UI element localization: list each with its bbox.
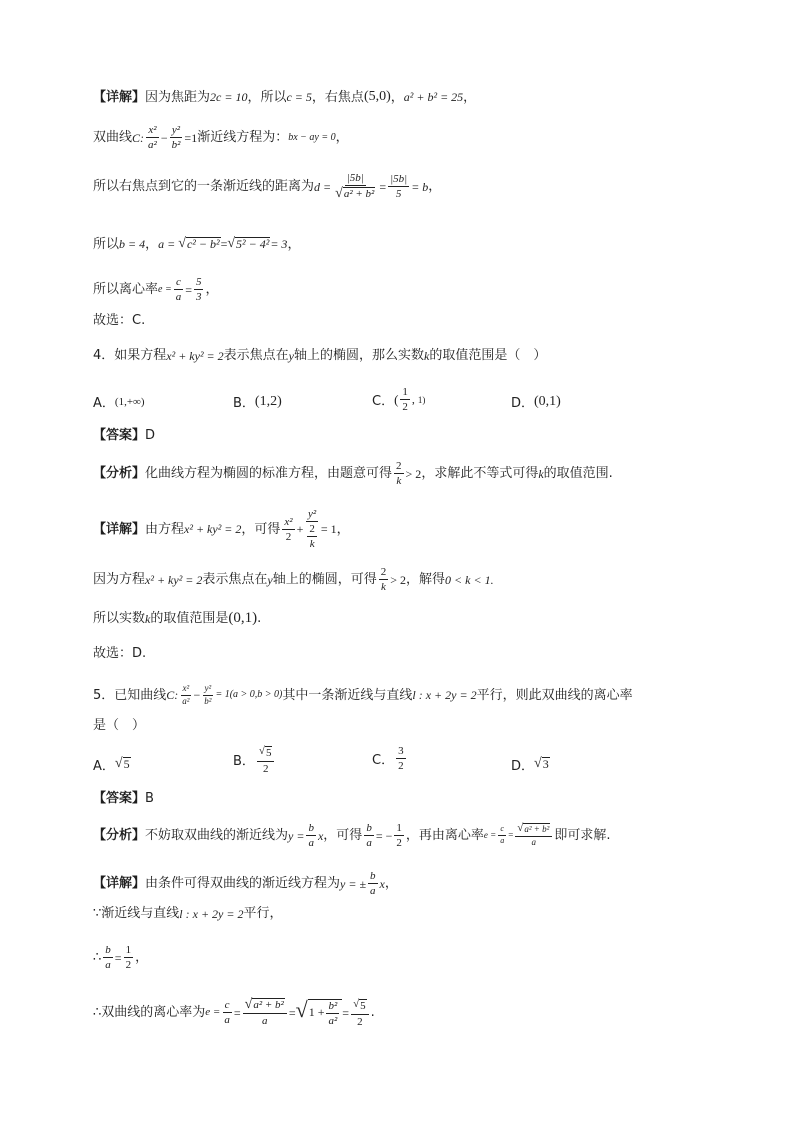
q5-answer: 【答案】 B: [93, 791, 154, 806]
fraction: $\frac{1}{2}$: [402, 386, 408, 414]
fraction: $\frac{2}{k}$: [396, 460, 402, 488]
q4-option-a[interactable]: A． (1,+∞): [93, 395, 145, 411]
q5-stem-line2: 是（ ）: [93, 718, 146, 733]
fraction: √ a² + b² a: [243, 998, 287, 1027]
q4-detail-line2: 因为方程 x² + ky² = 2 表示焦点在 y 轴上的椭圆，可得 $\frac{2}{k}$ > 2 ，解得 0 < k < 1.: [93, 566, 494, 594]
q4-option-d[interactable]: D． (0,1): [511, 393, 561, 411]
q5-stem: 5．已知曲线 C: $\frac{\text{x²}}{\text{a²}}$ − $\frac{\text{y²}}{\text{b²}}$ = 1(a > 0,b > 0) 其中一条渐近线与直线 l : x + 2y = 2 平行，则此双曲线的离心率: [93, 683, 633, 706]
fraction: |5b| √ a² + b²: [335, 172, 375, 202]
p3-detail-line4: 所以 b = 4 ， a = √ c² − b² = √ 5² − 4² = 3 ，: [93, 236, 301, 252]
p3-detail-line5: 所以离心率 e = $\frac{c}{a}$ = $\frac{5}{3}$ ，: [93, 276, 219, 304]
fraction: $\frac{c}{a}$: [175, 276, 182, 304]
fraction: $\frac{\text{y²}}{\text{b²}}$: [204, 683, 212, 706]
fraction: $\frac{\text{y²}}{\frac{2}{k}}$: [308, 508, 317, 551]
q4-detail-line1: 【详解】 由方程 x² + ky² = 2 ，可得 $\frac{\text{x²}}{2}$ + $\frac{\text{y²}}{\frac{2}{k}}$ = 1 ，: [93, 508, 350, 551]
fraction: $\frac{1}{2}$: [396, 822, 402, 850]
sqrt-expression: √ 1 + $\frac{\text{b²}}{\text{a²}}$: [296, 999, 343, 1027]
q5-option-a[interactable]: A． √ 5: [93, 756, 130, 774]
q4-option-b[interactable]: B． (1,2): [233, 393, 282, 411]
fraction: $\frac{\text{x²}}{\text{a²}}$: [148, 124, 157, 152]
fraction: $\frac{c}{a}$: [224, 999, 230, 1027]
q4-conclusion: 故选：D.: [93, 646, 147, 661]
fraction: √ 5 2: [351, 998, 369, 1028]
fraction: $\frac{|5b|}{5}$: [390, 172, 408, 201]
fraction: $\frac{\text{x²}}{2}$: [284, 515, 293, 543]
fraction: $\frac{b}{a}$: [308, 822, 314, 850]
q4-analysis: 【分析】 化曲线方程为椭圆的标准方程，由题意可得 $\frac{2}{k}$ > 2 ，求解此不等式可得 k 的取值范围.: [93, 460, 613, 488]
fraction: $\frac{1}{2}$: [125, 944, 132, 972]
q5-option-b[interactable]: B． √ 5 2: [233, 745, 276, 775]
q4-answer: 【答案】 D: [93, 428, 156, 443]
fraction: $\frac{\text{y²}}{\text{b²}}$: [171, 124, 181, 152]
fraction: $\frac{b}{a}$: [105, 944, 111, 972]
p3-detail-line3: 所以右焦点到它的一条渐近线的距离为 d = |5b| √ a² + b² = $\frac{|5b|}{5}$ = b ，: [93, 172, 442, 202]
fraction: √ a² + b² a: [515, 823, 552, 847]
fraction: $\frac{2}{k}$: [380, 566, 387, 594]
q5-option-d[interactable]: D． √ 3: [511, 756, 549, 774]
fraction: $\frac{b}{a}$: [366, 822, 372, 850]
fraction: $\frac{3}{2}$: [398, 745, 404, 773]
fraction: $\frac{c}{a}$: [500, 824, 505, 846]
q5-detail-line1: 【详解】 由条件可得双曲线的渐近线方程为 y = ± $\frac{b}{a}$ x ，: [93, 870, 398, 898]
fraction: $\frac{\text{x²}}{\text{a²}}$: [182, 683, 190, 706]
p3-conclusion: 故选：C.: [93, 313, 146, 328]
q5-detail-line4: ∴双曲线的离心率为 e = $\frac{c}{a}$ = √ a² + b² a = √ 1 + $\frac{\text{b²}}{\text{a²}}$ = √ 5 2 .: [93, 996, 375, 1028]
q5-detail-line3: ∴ $\frac{b}{a}$ = $\frac{1}{2}$ ，: [93, 944, 149, 972]
q4-option-c[interactable]: C． ( $\frac{1}{2}$ , 1): [372, 386, 426, 414]
q4-stem: 4．如果方程 x² + ky² = 2 表示焦点在 y 轴上的椭圆，那么实数 k 的取值范围是（ ）: [93, 348, 547, 363]
fraction: $\frac{5}{3}$: [195, 276, 202, 304]
q5-detail-line2: ∵渐近线与直线 l : x + 2y = 2 平行，: [93, 906, 283, 921]
p3-detail-line1: 【详解】 因为焦距为 2c = 10 ，所以 c = 5 ，右焦点 (5,0) ， a² + b² = 25 ，: [93, 89, 477, 105]
q5-option-c[interactable]: C． $\frac{3}{2}$: [372, 745, 404, 773]
fraction: √ 5 2: [257, 745, 275, 775]
fraction: $\frac{b}{a}$: [370, 870, 376, 898]
q5-analysis: 【分析】 不妨取双曲线的渐近线为 y = $\frac{b}{a}$ x ，可得 $\frac{b}{a}$ = − $\frac{1}{2}$ ，再由离心率 e = $\frac{c}{a}$ = √ a² + b² a 即可求解.: [93, 822, 611, 850]
q4-detail-line3: 所以实数 k 的取值范围是 (0,1) .: [93, 610, 262, 626]
detail-tag: 【详解】: [93, 89, 146, 105]
p3-detail-line2: 双曲线 C: $\frac{\text{x²}}{\text{a²}}$ − $\frac{\text{y²}}{\text{b²}}$ =1 渐近线方程为： bx − ay = 0 ，: [93, 124, 349, 152]
